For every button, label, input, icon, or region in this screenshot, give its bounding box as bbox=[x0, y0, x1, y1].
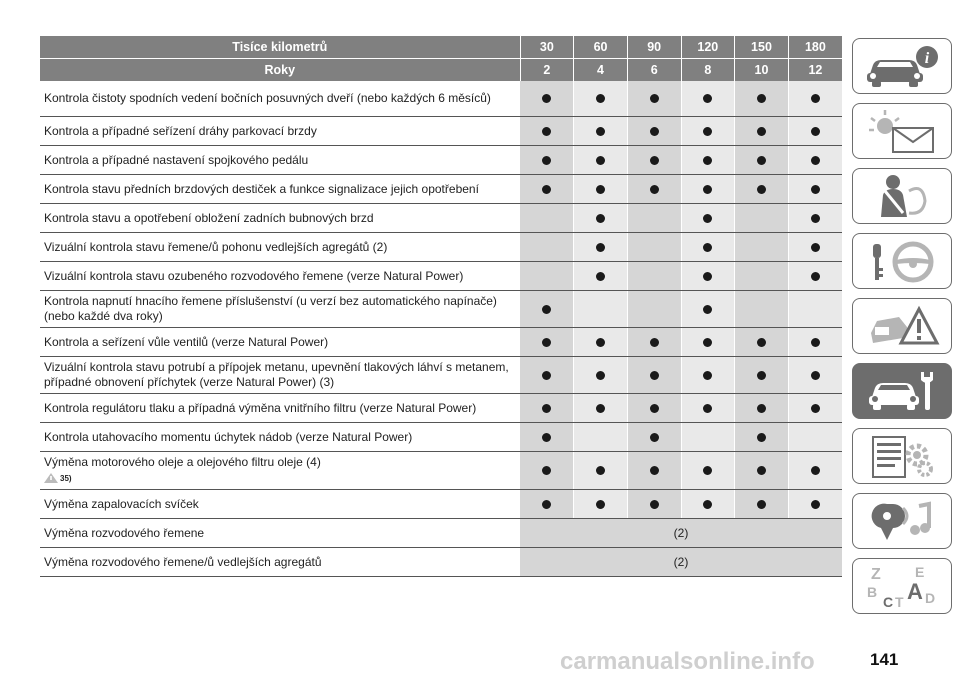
table-row bbox=[40, 452, 842, 490]
interval-cell bbox=[627, 357, 681, 394]
interval-cell bbox=[520, 81, 574, 117]
tab-vehicle-knowledge[interactable] bbox=[852, 38, 952, 94]
interval-cell bbox=[681, 117, 735, 146]
car-wrench-icon bbox=[863, 368, 941, 414]
task-description bbox=[40, 452, 520, 490]
interval-cell bbox=[627, 233, 681, 262]
task-description bbox=[40, 490, 520, 519]
interval-cell bbox=[788, 175, 842, 204]
check-dot bbox=[542, 127, 551, 136]
table-row bbox=[40, 175, 842, 204]
check-dot bbox=[650, 404, 659, 413]
check-dot bbox=[757, 466, 766, 475]
check-dot bbox=[811, 500, 820, 509]
check-dot bbox=[811, 404, 820, 413]
interval-cell bbox=[520, 262, 574, 291]
interval-cell bbox=[788, 394, 842, 423]
check-dot bbox=[703, 371, 712, 380]
check-dot bbox=[757, 433, 766, 442]
interval-cell bbox=[788, 204, 842, 233]
table-row bbox=[40, 81, 842, 117]
interval-cell bbox=[681, 490, 735, 519]
task-description bbox=[40, 423, 520, 452]
check-dot bbox=[650, 338, 659, 347]
car-info-icon bbox=[863, 43, 941, 89]
check-dot bbox=[542, 338, 551, 347]
interval-cell bbox=[520, 423, 574, 452]
interval-cell bbox=[627, 204, 681, 233]
interval-cell bbox=[735, 357, 789, 394]
task-description: Výměna rozvodového řemene bbox=[40, 519, 520, 548]
check-dot bbox=[811, 466, 820, 475]
tab-starting-driving[interactable] bbox=[852, 233, 952, 289]
interval-cell bbox=[735, 117, 789, 146]
task-description bbox=[40, 357, 520, 394]
watermark: carmanualsonline.info bbox=[560, 648, 815, 675]
interval-cell bbox=[788, 81, 842, 117]
task-description bbox=[40, 291, 520, 328]
header-km-value: 60 bbox=[574, 36, 628, 59]
interval-cell bbox=[735, 146, 789, 175]
interval-cell bbox=[681, 146, 735, 175]
interval-cell bbox=[681, 291, 735, 328]
check-dot bbox=[703, 466, 712, 475]
header-km-value: 90 bbox=[627, 36, 681, 59]
span-value: (2) bbox=[520, 519, 842, 548]
tab-lights-messages[interactable] bbox=[852, 103, 952, 159]
check-dot bbox=[596, 243, 605, 252]
interval-cell bbox=[627, 81, 681, 117]
check-dot bbox=[703, 127, 712, 136]
interval-cell bbox=[520, 490, 574, 519]
interval-cell bbox=[681, 204, 735, 233]
car-crash-warning-icon bbox=[863, 303, 941, 349]
alphabet-index-icon bbox=[863, 563, 941, 609]
check-dot bbox=[703, 94, 712, 103]
check-dot bbox=[542, 500, 551, 509]
interval-cell bbox=[520, 328, 574, 357]
interval-cell bbox=[735, 394, 789, 423]
table-row-span bbox=[40, 548, 842, 577]
interval-cell bbox=[520, 291, 574, 328]
check-dot bbox=[811, 127, 820, 136]
task-text: Kontrola napnutí hnacího řemene příslušenství (u verzí bez automatického napínače) (nebo každé dva roky) bbox=[44, 294, 497, 323]
task-description bbox=[40, 117, 520, 146]
interval-cell bbox=[788, 452, 842, 490]
check-dot bbox=[596, 404, 605, 413]
table-row bbox=[40, 204, 842, 233]
interval-cell bbox=[574, 81, 628, 117]
table-row bbox=[40, 262, 842, 291]
interval-cell bbox=[681, 328, 735, 357]
interval-cell bbox=[788, 328, 842, 357]
interval-cell bbox=[627, 291, 681, 328]
header-years-value: 10 bbox=[735, 59, 789, 82]
header-km-row bbox=[40, 36, 842, 59]
interval-cell bbox=[574, 394, 628, 423]
interval-cell bbox=[735, 423, 789, 452]
svg-text:B: B bbox=[867, 584, 878, 600]
interval-cell bbox=[681, 81, 735, 117]
interval-cell bbox=[627, 490, 681, 519]
check-dot bbox=[650, 185, 659, 194]
interval-cell bbox=[788, 262, 842, 291]
svg-text:T: T bbox=[895, 594, 904, 609]
tab-safety[interactable] bbox=[852, 168, 952, 224]
interval-cell bbox=[627, 146, 681, 175]
interval-cell bbox=[520, 233, 574, 262]
interval-cell bbox=[788, 117, 842, 146]
chapter-tabs bbox=[852, 38, 952, 623]
interval-cell bbox=[788, 490, 842, 519]
header-years-value: 8 bbox=[681, 59, 735, 82]
tab-emergency[interactable] bbox=[852, 298, 952, 354]
task-text: Výměna motorového oleje a olejového filtru oleje (4) bbox=[44, 455, 321, 469]
seatbelt-airbag-icon bbox=[863, 173, 941, 219]
tab-technical-data[interactable] bbox=[852, 428, 952, 484]
check-dot bbox=[650, 433, 659, 442]
check-dot bbox=[596, 127, 605, 136]
interval-cell bbox=[735, 233, 789, 262]
table-row bbox=[40, 423, 842, 452]
svg-text:Z: Z bbox=[871, 566, 881, 583]
check-dot bbox=[596, 371, 605, 380]
lights-message-icon bbox=[863, 108, 941, 154]
check-dot bbox=[542, 305, 551, 314]
check-dot bbox=[703, 214, 712, 223]
interval-cell bbox=[681, 357, 735, 394]
check-dot bbox=[596, 500, 605, 509]
tab-multimedia[interactable] bbox=[852, 493, 952, 549]
check-dot bbox=[757, 371, 766, 380]
table-row bbox=[40, 117, 842, 146]
table-row bbox=[40, 146, 842, 175]
svg-text:A: A bbox=[907, 579, 923, 604]
task-text: Výměna zapalovacích svíček bbox=[44, 496, 199, 511]
interval-cell bbox=[520, 204, 574, 233]
warning-icon bbox=[44, 473, 58, 483]
interval-cell bbox=[735, 328, 789, 357]
check-dot bbox=[703, 156, 712, 165]
table-row bbox=[40, 233, 842, 262]
check-dot bbox=[542, 371, 551, 380]
check-dot bbox=[811, 214, 820, 223]
check-dot bbox=[757, 94, 766, 103]
interval-cell bbox=[627, 117, 681, 146]
check-dot bbox=[811, 156, 820, 165]
interval-cell bbox=[574, 357, 628, 394]
table-row-span bbox=[40, 519, 842, 548]
check-dot bbox=[811, 94, 820, 103]
task-description bbox=[40, 328, 520, 357]
check-dot bbox=[811, 243, 820, 252]
interval-cell bbox=[574, 175, 628, 204]
interval-cell bbox=[574, 328, 628, 357]
header-years-label: Roky bbox=[40, 59, 520, 82]
interval-cell bbox=[520, 357, 574, 394]
task-description bbox=[40, 233, 520, 262]
task-description bbox=[40, 81, 520, 117]
svg-text:i: i bbox=[924, 50, 930, 67]
check-dot bbox=[542, 94, 551, 103]
task-text: Vizuální kontrola stavu ozubeného rozvodového řemene (verze Natural Power) bbox=[44, 268, 464, 283]
interval-cell bbox=[681, 233, 735, 262]
page-number: 141 bbox=[870, 650, 899, 669]
interval-cell bbox=[520, 146, 574, 175]
task-text: Kontrola utahovacího momentu úchytek nádob (verze Natural Power) bbox=[44, 429, 413, 444]
check-dot bbox=[596, 185, 605, 194]
interval-cell bbox=[627, 394, 681, 423]
check-dot bbox=[811, 272, 820, 281]
interval-cell bbox=[788, 291, 842, 328]
interval-cell bbox=[788, 423, 842, 452]
interval-cell bbox=[520, 117, 574, 146]
interval-cell bbox=[574, 291, 628, 328]
interval-cell bbox=[735, 204, 789, 233]
check-dot bbox=[703, 500, 712, 509]
interval-cell bbox=[681, 262, 735, 291]
interval-cell bbox=[681, 175, 735, 204]
interval-cell bbox=[788, 146, 842, 175]
interval-cell bbox=[574, 452, 628, 490]
task-text: Kontrola a seřízení vůle ventilů (verze Natural Power) bbox=[44, 334, 329, 349]
interval-cell bbox=[735, 175, 789, 204]
header-km-value: 30 bbox=[520, 36, 574, 59]
interval-cell bbox=[574, 262, 628, 291]
check-dot bbox=[596, 466, 605, 475]
svg-text:E: E bbox=[915, 564, 925, 580]
check-dot bbox=[757, 500, 766, 509]
check-dot bbox=[757, 156, 766, 165]
header-km-label: Tisíce kilometrů bbox=[40, 36, 520, 59]
check-dot bbox=[811, 371, 820, 380]
task-description bbox=[40, 146, 520, 175]
check-dot bbox=[811, 338, 820, 347]
header-years-value: 12 bbox=[788, 59, 842, 82]
check-dot bbox=[596, 214, 605, 223]
header-years-value: 4 bbox=[574, 59, 628, 82]
check-dot bbox=[596, 94, 605, 103]
task-description bbox=[40, 204, 520, 233]
check-dot bbox=[596, 338, 605, 347]
span-value: (2) bbox=[520, 548, 842, 577]
check-dot bbox=[650, 156, 659, 165]
task-text: Kontrola čistoty spodních vedení bočních posuvných dveří (nebo každých 6 měsíců) bbox=[44, 91, 491, 105]
interval-cell bbox=[681, 423, 735, 452]
task-text: Vizuální kontrola stavu potrubí a přípojek metanu, upevnění tlakových láhví s metanem, případné obnovení příchytek (verze Natural Power) (3) bbox=[44, 360, 509, 389]
footnote-ref: 35) bbox=[60, 474, 72, 483]
interval-cell bbox=[574, 423, 628, 452]
table-row bbox=[40, 490, 842, 519]
interval-cell bbox=[735, 262, 789, 291]
task-text: Kontrola a případné nastavení spojkového pedálu bbox=[44, 152, 309, 167]
interval-cell bbox=[574, 490, 628, 519]
check-dot bbox=[650, 500, 659, 509]
task-text: Vizuální kontrola stavu řemene/ů pohonu vedlejších agregátů (2) bbox=[44, 239, 388, 254]
interval-cell bbox=[627, 328, 681, 357]
tab-maintenance[interactable] bbox=[852, 363, 952, 419]
check-dot bbox=[757, 127, 766, 136]
interval-cell bbox=[574, 204, 628, 233]
table-row bbox=[40, 394, 842, 423]
check-dot bbox=[650, 94, 659, 103]
svg-text:D: D bbox=[925, 590, 936, 606]
interval-cell bbox=[627, 175, 681, 204]
task-description bbox=[40, 262, 520, 291]
task-text: Kontrola stavu a opotřebení obložení zadních bubnových brzd bbox=[44, 210, 374, 225]
check-dot bbox=[542, 185, 551, 194]
key-steering-icon bbox=[863, 238, 941, 284]
navigation-music-icon bbox=[863, 498, 941, 544]
header-km-value: 180 bbox=[788, 36, 842, 59]
check-dot bbox=[596, 156, 605, 165]
header-years-value: 6 bbox=[627, 59, 681, 82]
check-dot bbox=[596, 272, 605, 281]
check-dot bbox=[542, 466, 551, 475]
svg-text:C: C bbox=[883, 594, 894, 609]
check-dot bbox=[757, 404, 766, 413]
maintenance-table bbox=[40, 36, 842, 577]
interval-cell bbox=[520, 452, 574, 490]
task-description bbox=[40, 175, 520, 204]
check-dot bbox=[650, 127, 659, 136]
task-text: Kontrola a případné seřízení dráhy parkovací brzdy bbox=[44, 123, 317, 138]
interval-cell bbox=[574, 146, 628, 175]
tab-index[interactable] bbox=[852, 558, 952, 614]
check-dot bbox=[542, 433, 551, 442]
interval-cell bbox=[574, 233, 628, 262]
interval-cell bbox=[574, 117, 628, 146]
check-dot bbox=[703, 305, 712, 314]
table-row bbox=[40, 357, 842, 394]
interval-cell bbox=[735, 490, 789, 519]
check-dot bbox=[703, 404, 712, 413]
interval-cell bbox=[520, 394, 574, 423]
interval-cell bbox=[627, 452, 681, 490]
check-dot bbox=[542, 404, 551, 413]
table-row bbox=[40, 291, 842, 328]
check-dot bbox=[703, 338, 712, 347]
check-dot bbox=[757, 338, 766, 347]
interval-cell bbox=[520, 175, 574, 204]
interval-cell bbox=[627, 262, 681, 291]
interval-cell bbox=[788, 357, 842, 394]
check-dot bbox=[811, 185, 820, 194]
check-dot bbox=[703, 272, 712, 281]
interval-cell bbox=[788, 233, 842, 262]
interval-cell bbox=[735, 291, 789, 328]
list-gear-icon bbox=[863, 433, 941, 479]
interval-cell bbox=[735, 452, 789, 490]
table-row bbox=[40, 328, 842, 357]
check-dot bbox=[650, 371, 659, 380]
check-dot bbox=[542, 156, 551, 165]
check-dot bbox=[703, 185, 712, 194]
task-text: Kontrola stavu předních brzdových destiček a funkce signalizace jejich opotřebení bbox=[44, 181, 479, 196]
task-description: Výměna rozvodového řemene/ů vedlejších agregátů bbox=[40, 548, 520, 577]
header-years-value: 2 bbox=[520, 59, 574, 82]
interval-cell bbox=[627, 423, 681, 452]
task-description bbox=[40, 394, 520, 423]
interval-cell bbox=[735, 81, 789, 117]
interval-cell bbox=[681, 452, 735, 490]
check-dot bbox=[757, 185, 766, 194]
header-km-value: 150 bbox=[735, 36, 789, 59]
check-dot bbox=[703, 243, 712, 252]
interval-cell bbox=[681, 394, 735, 423]
check-dot bbox=[650, 466, 659, 475]
header-km-value: 120 bbox=[681, 36, 735, 59]
header-years-row bbox=[40, 59, 842, 82]
task-text: Kontrola regulátoru tlaku a případná výměna vnitřního filtru (verze Natural Power) bbox=[44, 400, 477, 415]
